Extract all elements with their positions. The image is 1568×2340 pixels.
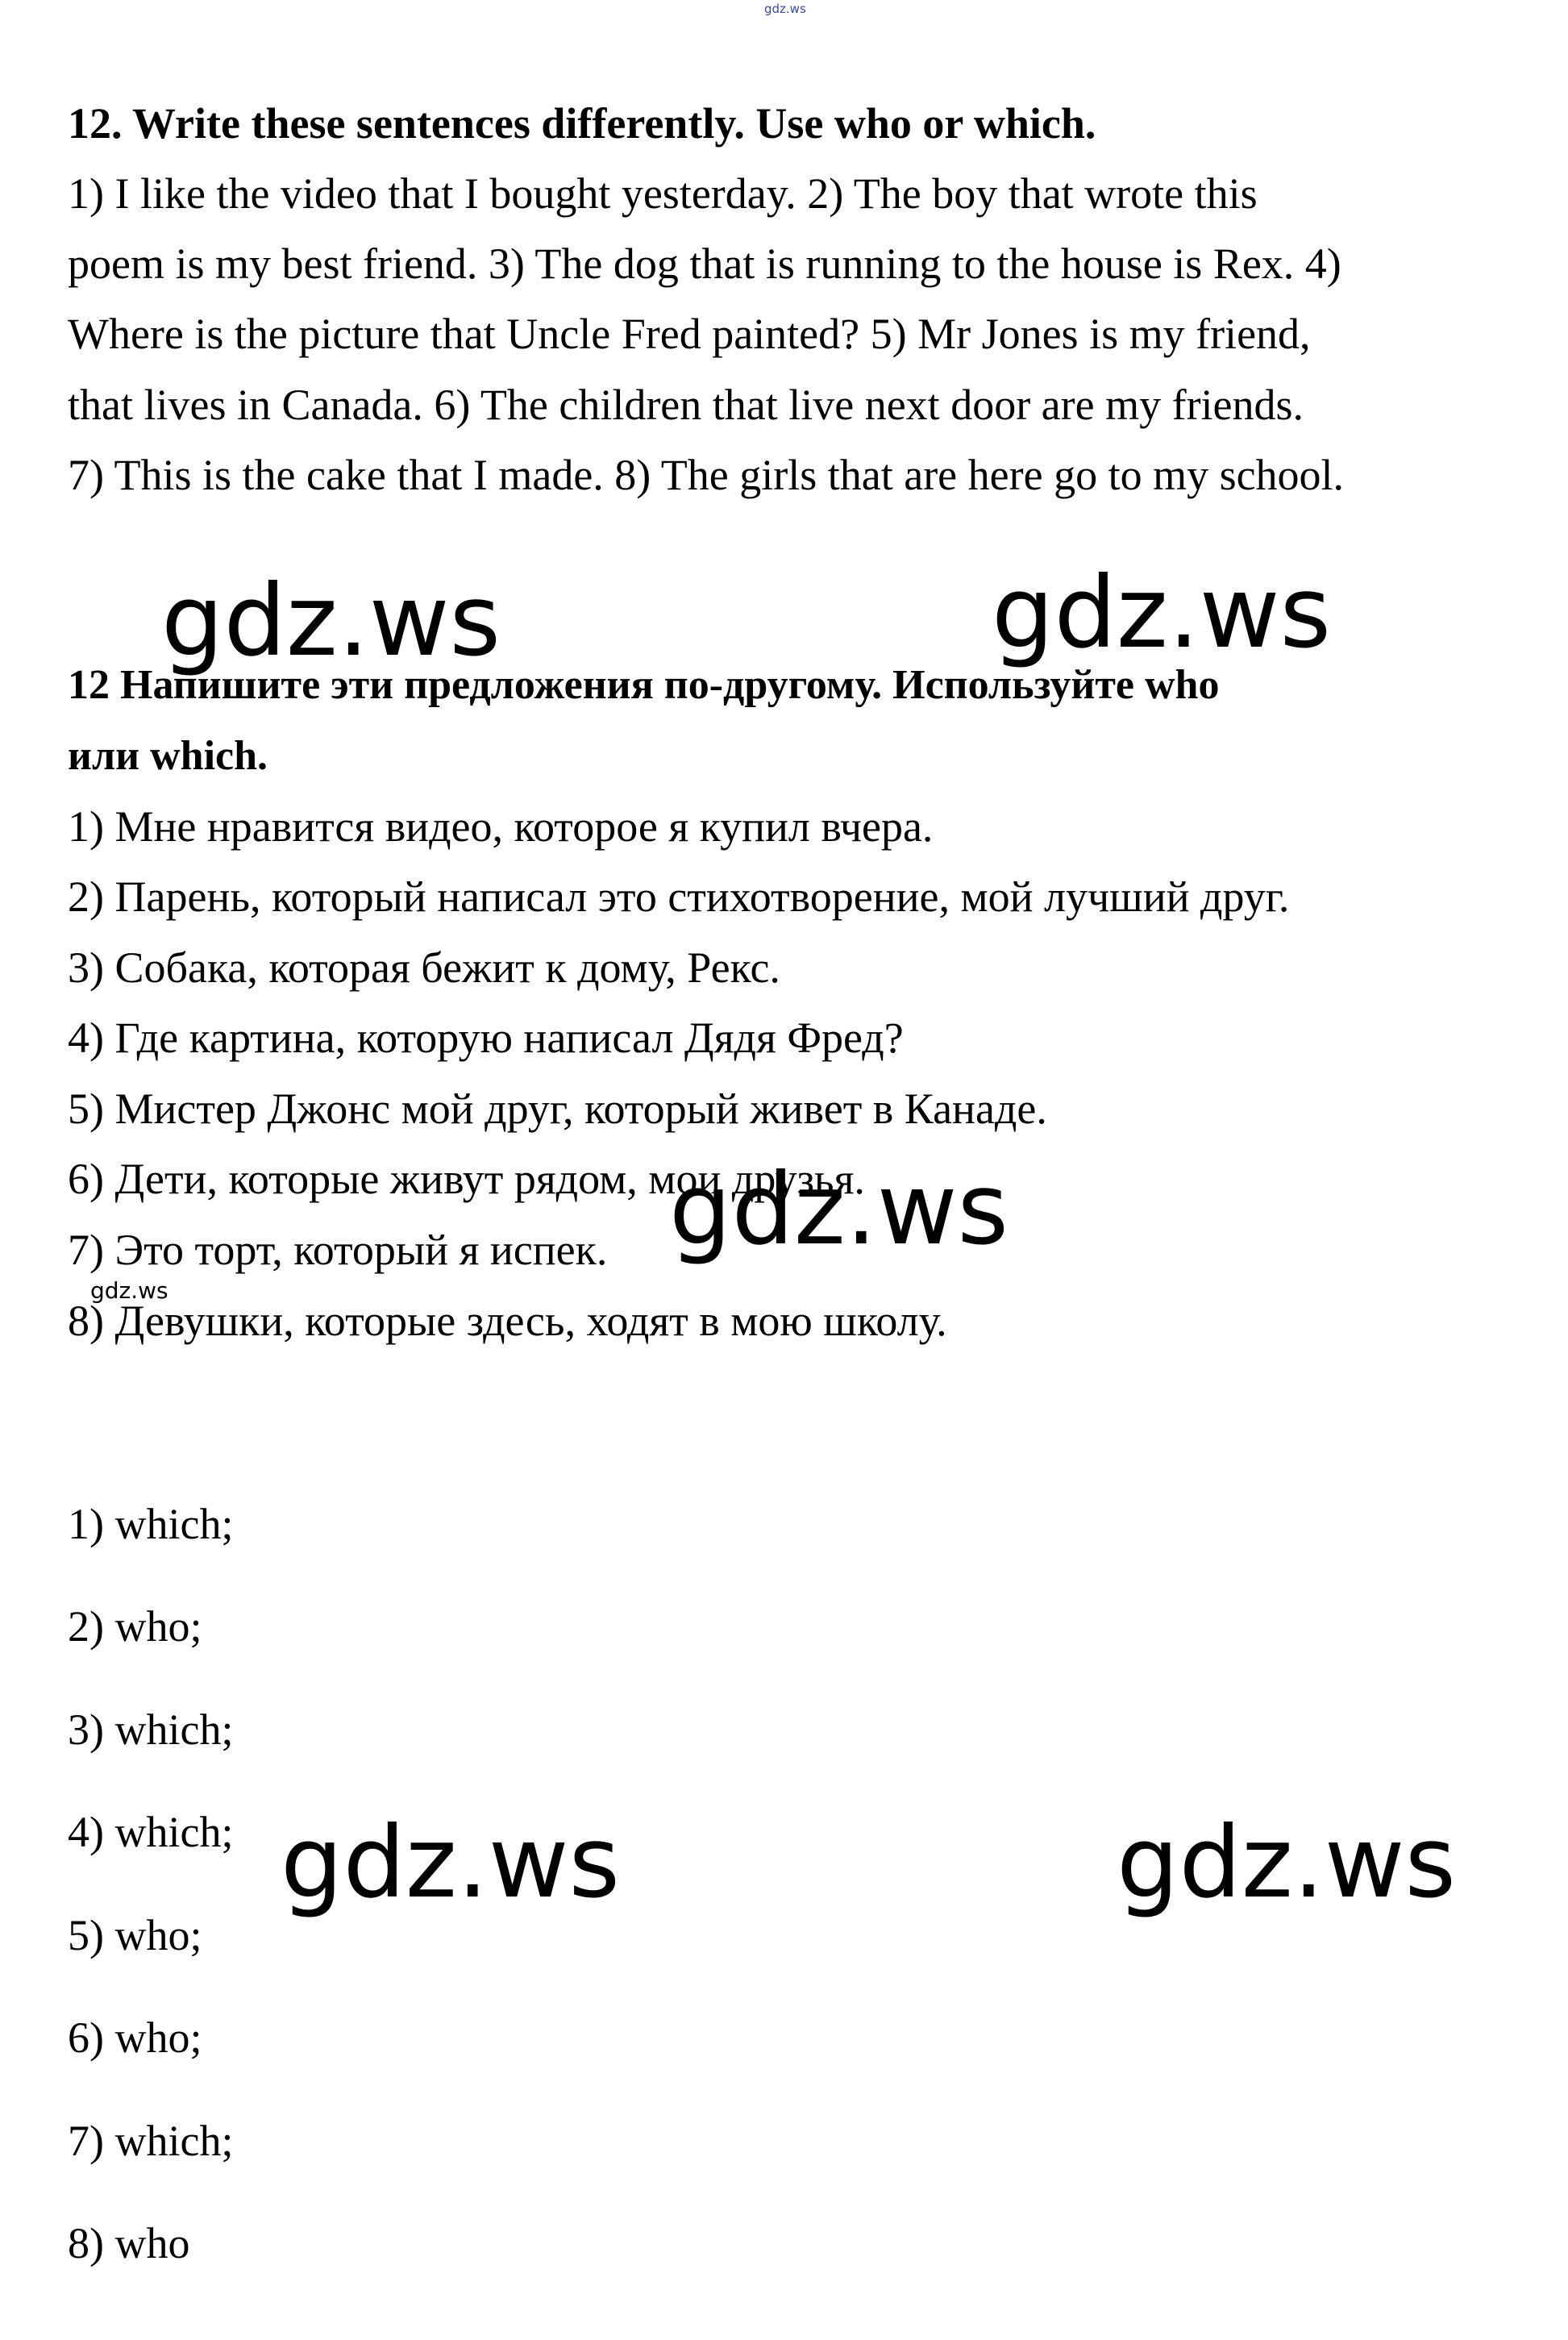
russian-line: 4) Где картина, которую написал Дядя Фред? — [68, 1014, 904, 1062]
watermark: gdz.ws — [281, 1805, 621, 1920]
answer-item: 6) who; — [68, 2013, 202, 2062]
english-line: 1) I like the video that I bought yesterday. 2) The boy that wrote this — [68, 169, 1258, 218]
english-line: poem is my best friend. 3) The dog that is running to the house is Rex. 4) — [68, 239, 1341, 288]
russian-line: 3) Собака, которая бежит к дому, Рекс. — [68, 943, 780, 992]
english-line: that lives in Canada. 6) The children that live next door are my friends. — [68, 381, 1304, 429]
watermark-small: gdz.ws — [90, 1277, 168, 1304]
watermark: gdz.ws — [161, 564, 501, 678]
answer-item: 4) which; — [68, 1808, 234, 1856]
exercise-title-russian-continued: или which. — [68, 733, 268, 779]
russian-line: 5) Мистер Джонс мой друг, который живет в Канаде. — [68, 1085, 1047, 1133]
english-line: Where is the picture that Uncle Fred painted? 5) Mr Jones is my friend, — [68, 310, 1311, 358]
watermark: gdz.ws — [669, 1152, 1009, 1267]
russian-line: 7) Это торт, который я испек. — [68, 1226, 608, 1274]
answer-item: 2) who; — [68, 1602, 202, 1651]
russian-line: 2) Парень, который написал это стихотворение, мой лучший друг. — [68, 872, 1290, 921]
english-line: 7) This is the cake that I made. 8) The girls that are here go to my school. — [68, 451, 1345, 499]
answer-item: 7) which; — [68, 2117, 234, 2165]
russian-line: 8) Девушки, которые здесь, ходят в мою школу. — [68, 1297, 947, 1345]
russian-line: 6) Дети, которые живут рядом, мои друзья. — [68, 1155, 865, 1203]
exercise-title-english: 12. Write these sentences differently. Use who or which. — [68, 99, 1096, 148]
answer-item: 8) who — [68, 2219, 190, 2267]
watermark: gdz.ws — [992, 556, 1332, 670]
russian-line: 1) Мне нравится видео, которое я купил вчера. — [68, 802, 934, 851]
top-watermark: gdz.ws — [764, 2, 806, 16]
answer-item: 5) who; — [68, 1911, 202, 1959]
answer-item: 3) which; — [68, 1705, 234, 1754]
watermark: gdz.ws — [1117, 1805, 1457, 1920]
exercise-title-russian: 12 Напишите эти предложения по-другому. Используйте who — [68, 662, 1220, 708]
answer-item: 1) which; — [68, 1500, 234, 1548]
